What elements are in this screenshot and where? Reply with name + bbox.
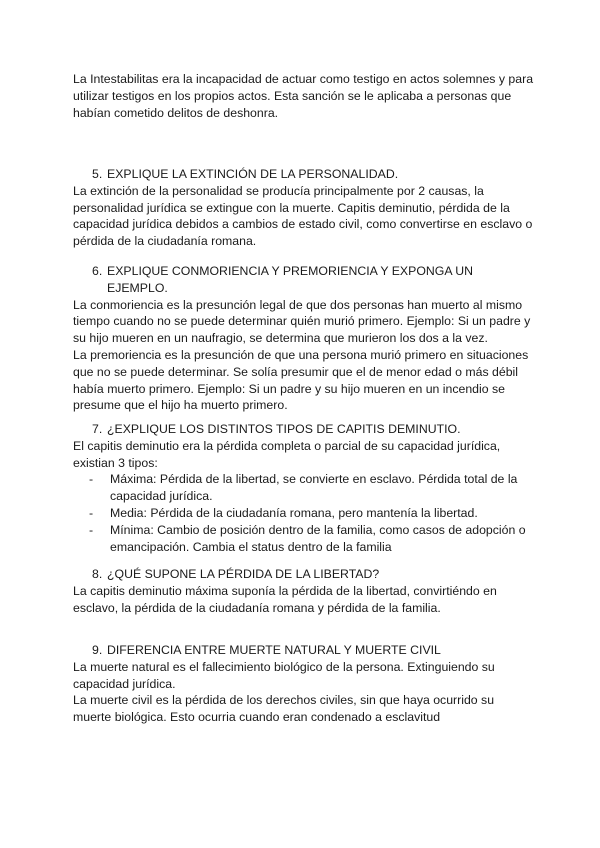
answer-paragraph: La capitis deminutio máxima suponía la pérdida de la libertad, convirtiéndo en esclavo, la pérdida de la ciudadanía romana y pérdida de la familia.	[73, 583, 497, 615]
answer-paragraph: La premoriencia es la presunción de que una persona murió primero en situaciones que no se puede determinar. Se solía presumir que el de menor edad o más débil había muerto primero. Ejemplo: Si un padre y su hijo mueren en un incendio se presume que el hijo ha muerto primero.	[73, 347, 529, 413]
list-item	[73, 471, 535, 505]
answer-paragraph: La extinción de la personalidad se producía principalmente por 2 causas, la personalidad jurídica se extingue con la muerte. Capitis deminutio, pérdida de la capacidad jurídica debidos a cambios de estado civil, como convertirse en esclavo o pérdida de la ciudadanía romana.	[73, 183, 533, 249]
question-number: 6.	[92, 264, 103, 278]
intro-section	[73, 71, 535, 121]
deminutio-types-list	[73, 471, 535, 555]
question-title: ¿QUÉ SUPONE LA PÉRDIDA DE LA LIBERTAD?	[107, 567, 380, 581]
bullet-dash: -	[89, 522, 94, 537]
question-5	[73, 166, 535, 250]
question-number: 9.	[92, 643, 103, 657]
question-8	[73, 566, 535, 616]
question-title: ¿EXPLIQUE LOS DISTINTOS TIPOS DE CAPITIS DEMINUTIO.	[107, 422, 461, 436]
question-9	[73, 642, 535, 726]
list-item-text: Mínima: Cambio de posición dentro de la familia, como casos de adopción o emancipación. Cambia el status dentro de la familia	[110, 522, 526, 554]
question-number: 7.	[92, 422, 103, 436]
question-8-heading	[73, 566, 535, 583]
bullet-dash: -	[89, 472, 94, 487]
list-item-text: Media: Pérdida de la ciudadanía romana, pero mantenía la libertad.	[110, 505, 478, 520]
question-number: 8.	[92, 567, 103, 581]
list-item	[73, 522, 535, 556]
question-7-heading	[73, 421, 535, 438]
bullet-dash: -	[89, 505, 94, 520]
question-6-heading	[73, 263, 535, 297]
question-number: 5.	[92, 167, 103, 181]
answer-paragraph: La conmoriencia es la presunción legal de que dos personas han muerto al mismo tiempo cuando no se puede determinar quién murió primero. Ejemplo: Si un padre y su hijo mueren en un naufragio, se determina que murieron los dos a la vez.	[73, 297, 531, 346]
question-9-heading	[73, 642, 535, 659]
question-title: DIFERENCIA ENTRE MUERTE NATURAL Y MUERTE CIVIL	[107, 643, 441, 657]
question-6	[73, 263, 535, 414]
list-item	[73, 505, 535, 522]
answer-paragraph: La muerte natural es el fallecimiento biológico de la persona. Extinguiendo su capacidad jurídica.	[73, 659, 495, 691]
question-7	[73, 421, 535, 555]
question-5-heading	[73, 166, 535, 183]
question-title: EXPLIQUE LA EXTINCIÓN DE LA PERSONALIDAD.	[107, 167, 399, 181]
intro-paragraph: La Intestabilitas era la incapacidad de actuar como testigo en actos solemnes y para utilizar testigos en los propios actos. Esta sanción se le aplicaba a personas que habían cometido delitos de deshonra.	[73, 72, 534, 120]
question-title: EXPLIQUE CONMORIENCIA Y PREMORIENCIA Y EXPONGA UN EJEMPLO.	[107, 264, 474, 295]
list-item-text: Máxima: Pérdida de la libertad, se convierte en esclavo. Pérdida total de la capacidad jurídica.	[110, 472, 518, 504]
answer-paragraph: El capitis deminutio era la pérdida completa o parcial de su capacidad jurídica, existian 3 tipos:	[73, 438, 501, 470]
answer-paragraph: La muerte civil es la pérdida de los derechos civiles, sin que haya ocurrido su muerte biológica. Esto ocurria cuando eran condenado a esclavitud	[73, 693, 495, 725]
